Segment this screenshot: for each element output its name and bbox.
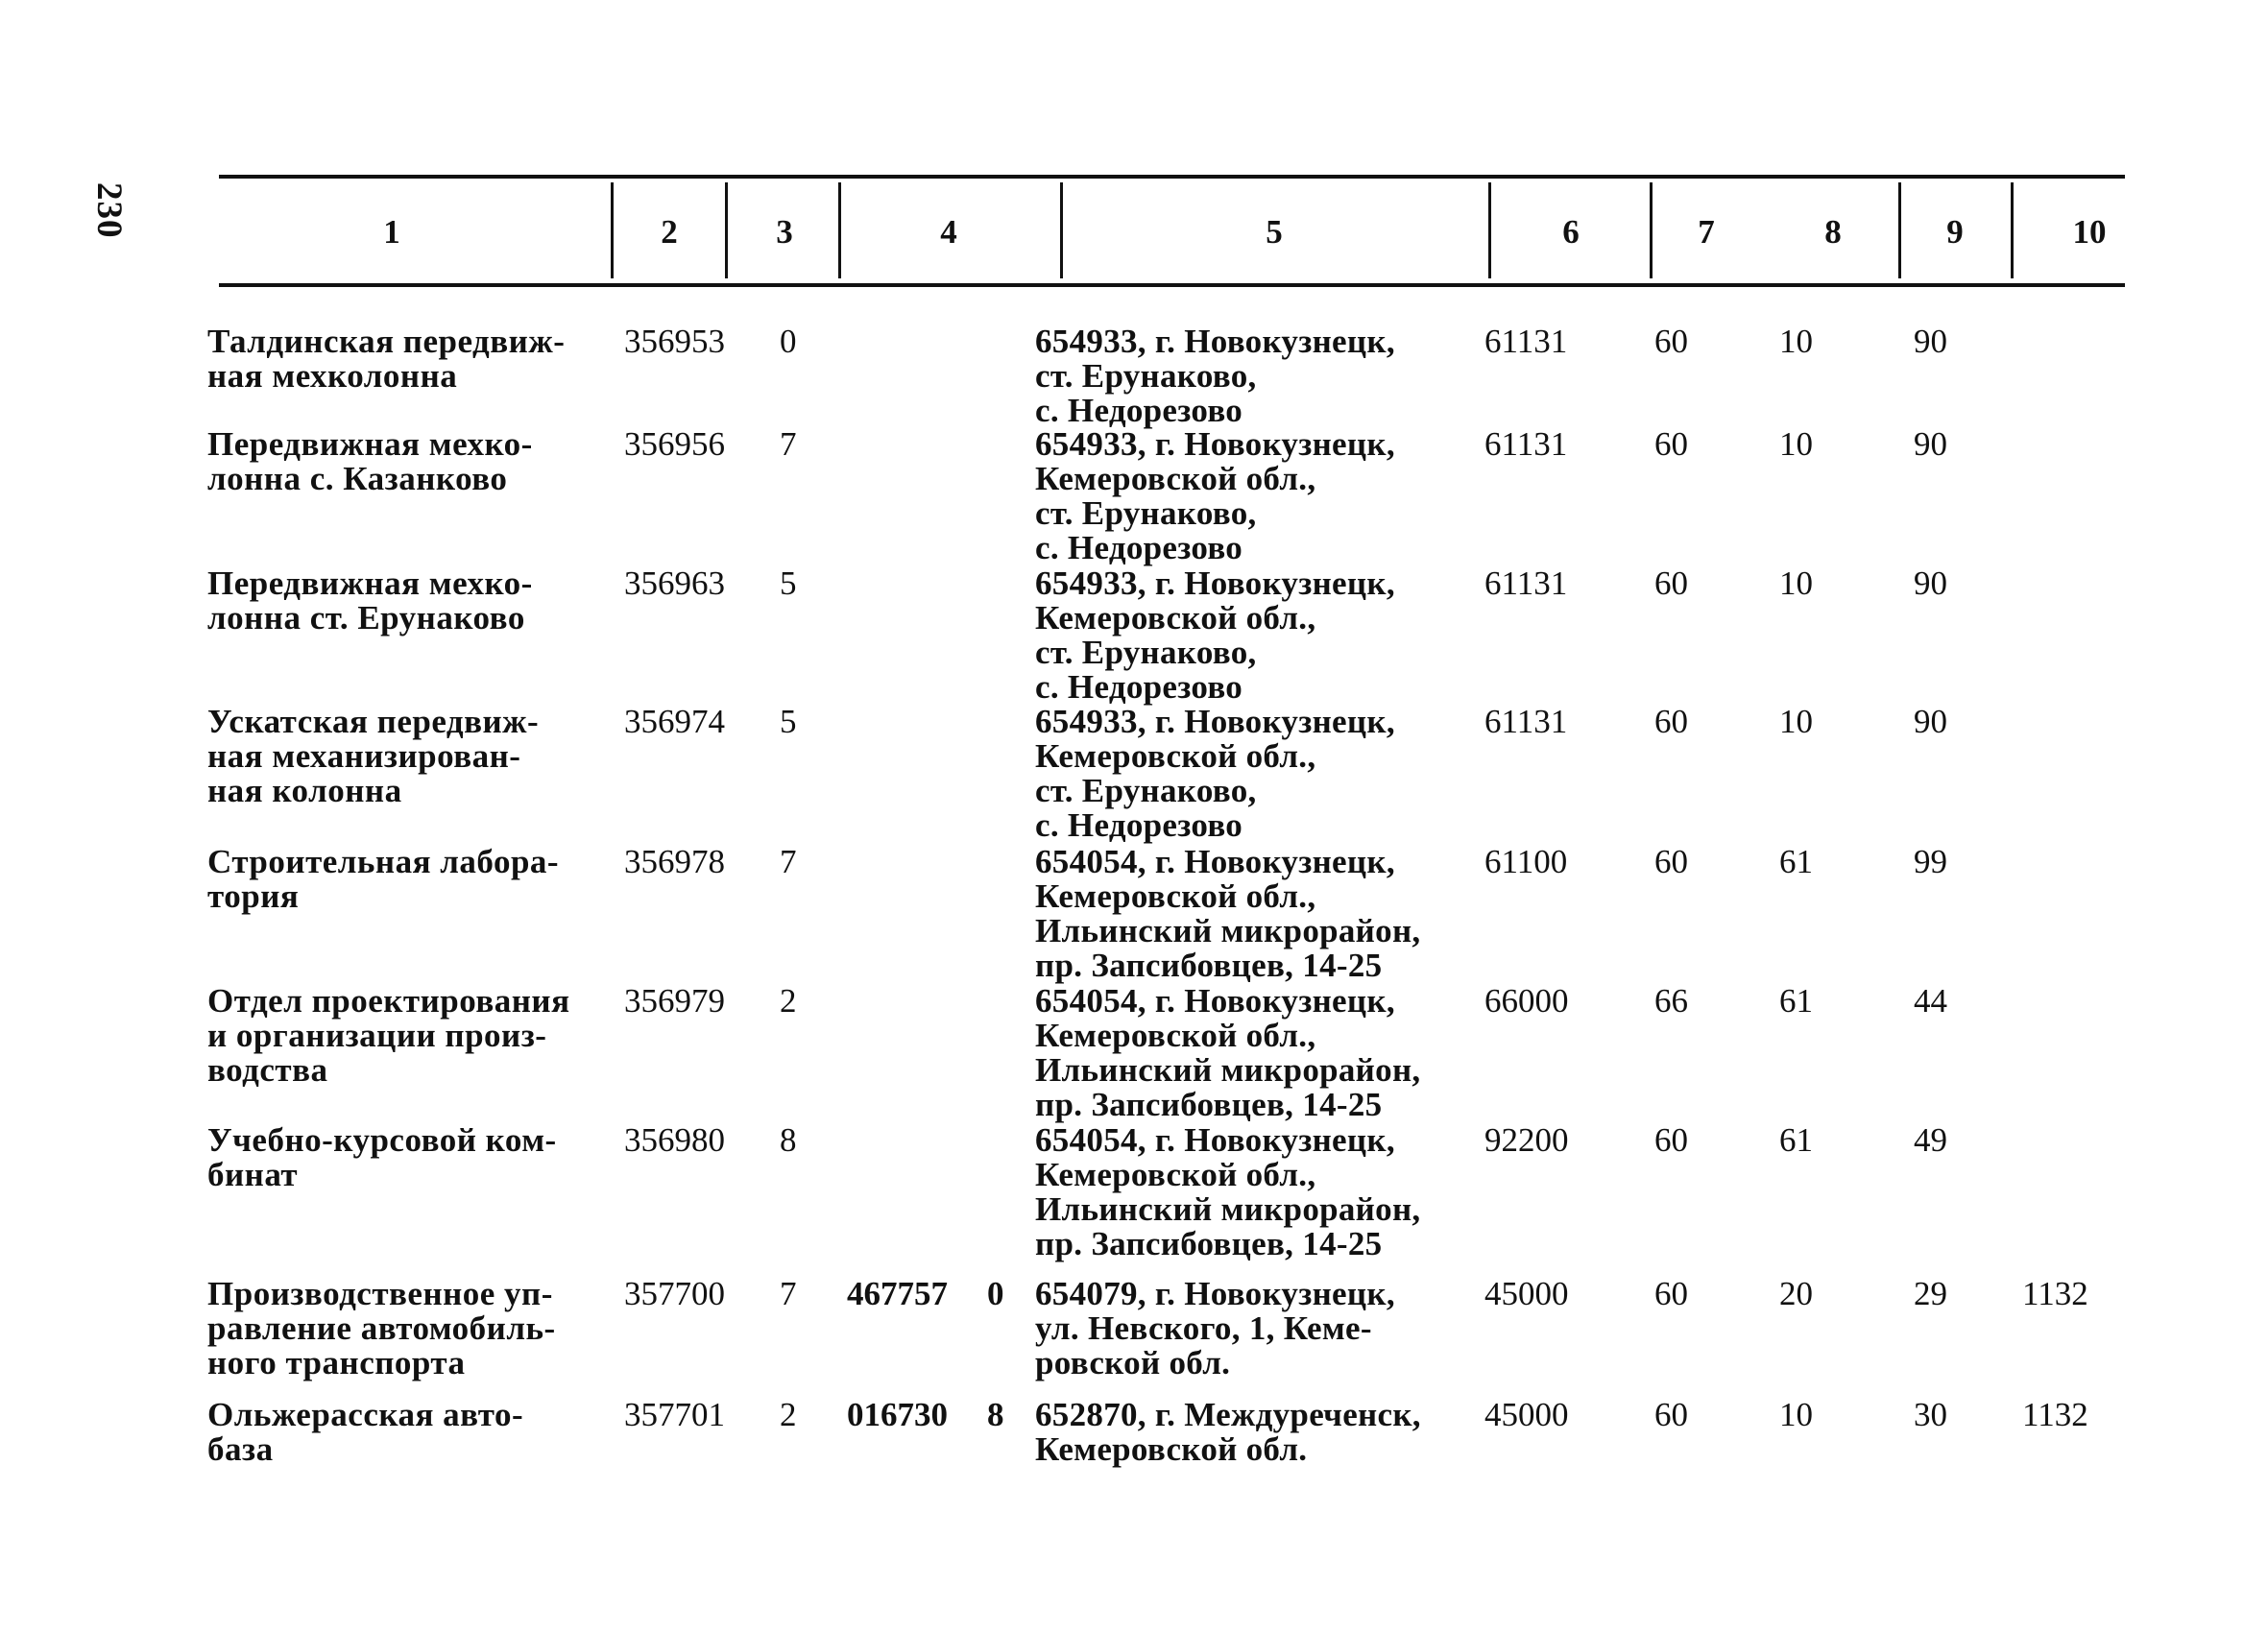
check-digit-col-3: 0	[780, 323, 797, 360]
organization-name: ная механизирован-	[207, 737, 521, 775]
address: Кемеровской обл.	[1035, 1430, 1308, 1468]
address: с. Недорезово	[1035, 529, 1243, 566]
organization-name: водства	[207, 1051, 328, 1089]
table-header-rule	[219, 283, 2125, 287]
code-col-2: 356974	[624, 703, 725, 740]
code-col-6: 61131	[1484, 564, 1568, 602]
organization-name: Учебно-курсовой ком-	[207, 1121, 557, 1159]
address: пр. Запсибовцев, 14-25	[1035, 1225, 1383, 1262]
code-col-2: 357700	[624, 1275, 725, 1312]
code-col-9: 90	[1914, 703, 1947, 740]
code-col-6: 66000	[1484, 982, 1569, 1020]
code-col-2: 356978	[624, 843, 725, 880]
address: 654933, г. Новокузнецк,	[1035, 564, 1395, 602]
address: ст. Ерунаково,	[1035, 357, 1257, 395]
organization-name: лонна ст. Ерунаково	[207, 599, 525, 636]
code-col-8: 61	[1779, 982, 1813, 1020]
code-col-9: 30	[1914, 1396, 1947, 1433]
address: Кемеровской обл.,	[1035, 877, 1316, 915]
code-col-7: 60	[1654, 843, 1688, 880]
address: с. Недорезово	[1035, 806, 1243, 844]
address: 654054, г. Новокузнецк,	[1035, 1121, 1395, 1159]
organization-name: равление автомобиль-	[207, 1309, 556, 1347]
organization-name: Талдинская передвиж-	[207, 323, 566, 360]
address: ст. Ерунаково,	[1035, 494, 1257, 532]
address: Ильинский микрорайон,	[1035, 1190, 1421, 1228]
organization-name: ная мехколонна	[207, 357, 458, 395]
address: Кемеровской обл.,	[1035, 460, 1316, 497]
column-header: 10	[2072, 213, 2107, 251]
column-header: 5	[1266, 213, 1283, 251]
check-digit-col-3: 7	[780, 843, 797, 880]
column-header: 2	[661, 213, 678, 251]
column-header: 4	[940, 213, 957, 251]
address: ст. Ерунаково,	[1035, 772, 1257, 809]
organization-name: Передвижная мехко-	[207, 564, 533, 602]
check-digit-col-3: 5	[780, 703, 797, 740]
column-divider	[725, 182, 728, 278]
code-col-6: 45000	[1484, 1275, 1569, 1312]
column-divider	[611, 182, 614, 278]
address: Кемеровской обл.,	[1035, 1017, 1316, 1054]
address: пр. Запсибовцев, 14-25	[1035, 947, 1383, 984]
code-col-7: 60	[1654, 1396, 1688, 1433]
code-col-2: 357701	[624, 1396, 725, 1433]
address: Ильинский микрорайон,	[1035, 912, 1421, 949]
address: с. Недорезово	[1035, 668, 1243, 706]
code-col-9: 29	[1914, 1275, 1947, 1312]
code-col-2: 356980	[624, 1121, 725, 1159]
organization-name: Ольжерасская авто-	[207, 1396, 524, 1433]
address: 652870, г. Междуреченск,	[1035, 1396, 1421, 1433]
code-col-10: 1132	[2022, 1275, 2088, 1312]
code-col-9: 90	[1914, 564, 1947, 602]
address: ул. Невского, 1, Кеме-	[1035, 1309, 1372, 1347]
code-col-7: 60	[1654, 1121, 1688, 1159]
code-col-8: 10	[1779, 564, 1813, 602]
column-header: 7	[1698, 213, 1715, 251]
address: пр. Запсибовцев, 14-25	[1035, 1086, 1383, 1123]
code-col-2: 356956	[624, 425, 725, 463]
code-col-6: 61100	[1484, 843, 1568, 880]
code-col-8: 61	[1779, 843, 1813, 880]
organization-name: тория	[207, 877, 300, 915]
organization-name: база	[207, 1430, 274, 1468]
check-digit-col-3: 5	[780, 564, 797, 602]
organization-name: Строительная лабора-	[207, 843, 560, 880]
address: с. Недорезово	[1035, 392, 1243, 429]
code-col-2: 356953	[624, 323, 725, 360]
organization-name: ная колонна	[207, 772, 402, 809]
address: Кемеровской обл.,	[1035, 1156, 1316, 1193]
check-digit-col-3: 7	[780, 1275, 797, 1312]
address: 654933, г. Новокузнецк,	[1035, 323, 1395, 360]
organization-name: Отдел проектирования	[207, 982, 570, 1020]
address: 654933, г. Новокузнецк,	[1035, 425, 1395, 463]
check-digit-col-3: 2	[780, 982, 797, 1020]
code-col-7: 60	[1654, 323, 1688, 360]
address: 654054, г. Новокузнецк,	[1035, 843, 1395, 880]
code-col-8: 10	[1779, 1396, 1813, 1433]
address: 654079, г. Новокузнецк,	[1035, 1275, 1395, 1312]
check-digit-col-4: 0	[987, 1275, 1004, 1312]
address: Ильинский микрорайон,	[1035, 1051, 1421, 1089]
organization-name: Ускатская передвиж-	[207, 703, 540, 740]
organization-name: Передвижная мехко-	[207, 425, 533, 463]
code-col-9: 90	[1914, 425, 1947, 463]
code-col-7: 66	[1654, 982, 1688, 1020]
column-header: 8	[1824, 213, 1842, 251]
column-divider	[1650, 182, 1653, 278]
code-col-4: 467757	[847, 1275, 948, 1312]
column-header: 1	[383, 213, 400, 251]
code-col-6: 61131	[1484, 703, 1568, 740]
address: Кемеровской обл.,	[1035, 737, 1316, 775]
column-header: 9	[1946, 213, 1964, 251]
check-digit-col-4: 8	[987, 1396, 1004, 1433]
organization-name: лонна с. Казанково	[207, 460, 508, 497]
address: ровской обл.	[1035, 1344, 1231, 1381]
code-col-7: 60	[1654, 703, 1688, 740]
code-col-4: 016730	[847, 1396, 948, 1433]
code-col-6: 61131	[1484, 425, 1568, 463]
column-header: 3	[776, 213, 793, 251]
code-col-6: 45000	[1484, 1396, 1569, 1433]
code-col-6: 61131	[1484, 323, 1568, 360]
address: 654054, г. Новокузнецк,	[1035, 982, 1395, 1020]
code-col-9: 44	[1914, 982, 1947, 1020]
code-col-2: 356963	[624, 564, 725, 602]
organization-name: ного транспорта	[207, 1344, 466, 1381]
check-digit-col-3: 8	[780, 1121, 797, 1159]
address: Кемеровской обл.,	[1035, 599, 1316, 636]
code-col-8: 61	[1779, 1121, 1813, 1159]
address: ст. Ерунаково,	[1035, 634, 1257, 671]
column-divider	[1488, 182, 1491, 278]
code-col-8: 10	[1779, 323, 1813, 360]
check-digit-col-3: 2	[780, 1396, 797, 1433]
code-col-9: 99	[1914, 843, 1947, 880]
check-digit-col-3: 7	[780, 425, 797, 463]
column-divider	[1898, 182, 1901, 278]
code-col-8: 10	[1779, 425, 1813, 463]
table-top-rule	[219, 175, 2125, 179]
code-col-7: 60	[1654, 1275, 1688, 1312]
code-col-10: 1132	[2022, 1396, 2088, 1433]
code-col-8: 10	[1779, 703, 1813, 740]
organization-name: бинат	[207, 1156, 299, 1193]
organization-name: Производственное уп-	[207, 1275, 553, 1312]
address: 654933, г. Новокузнецк,	[1035, 703, 1395, 740]
column-divider	[1060, 182, 1063, 278]
column-divider	[2011, 182, 2014, 278]
code-col-6: 92200	[1484, 1121, 1569, 1159]
code-col-2: 356979	[624, 982, 725, 1020]
code-col-7: 60	[1654, 425, 1688, 463]
column-header: 6	[1562, 213, 1580, 251]
page-number: 230	[89, 182, 129, 239]
code-col-8: 20	[1779, 1275, 1813, 1312]
organization-name: и организации произ-	[207, 1017, 547, 1054]
code-col-9: 49	[1914, 1121, 1947, 1159]
code-col-9: 90	[1914, 323, 1947, 360]
column-divider	[838, 182, 841, 278]
code-col-7: 60	[1654, 564, 1688, 602]
